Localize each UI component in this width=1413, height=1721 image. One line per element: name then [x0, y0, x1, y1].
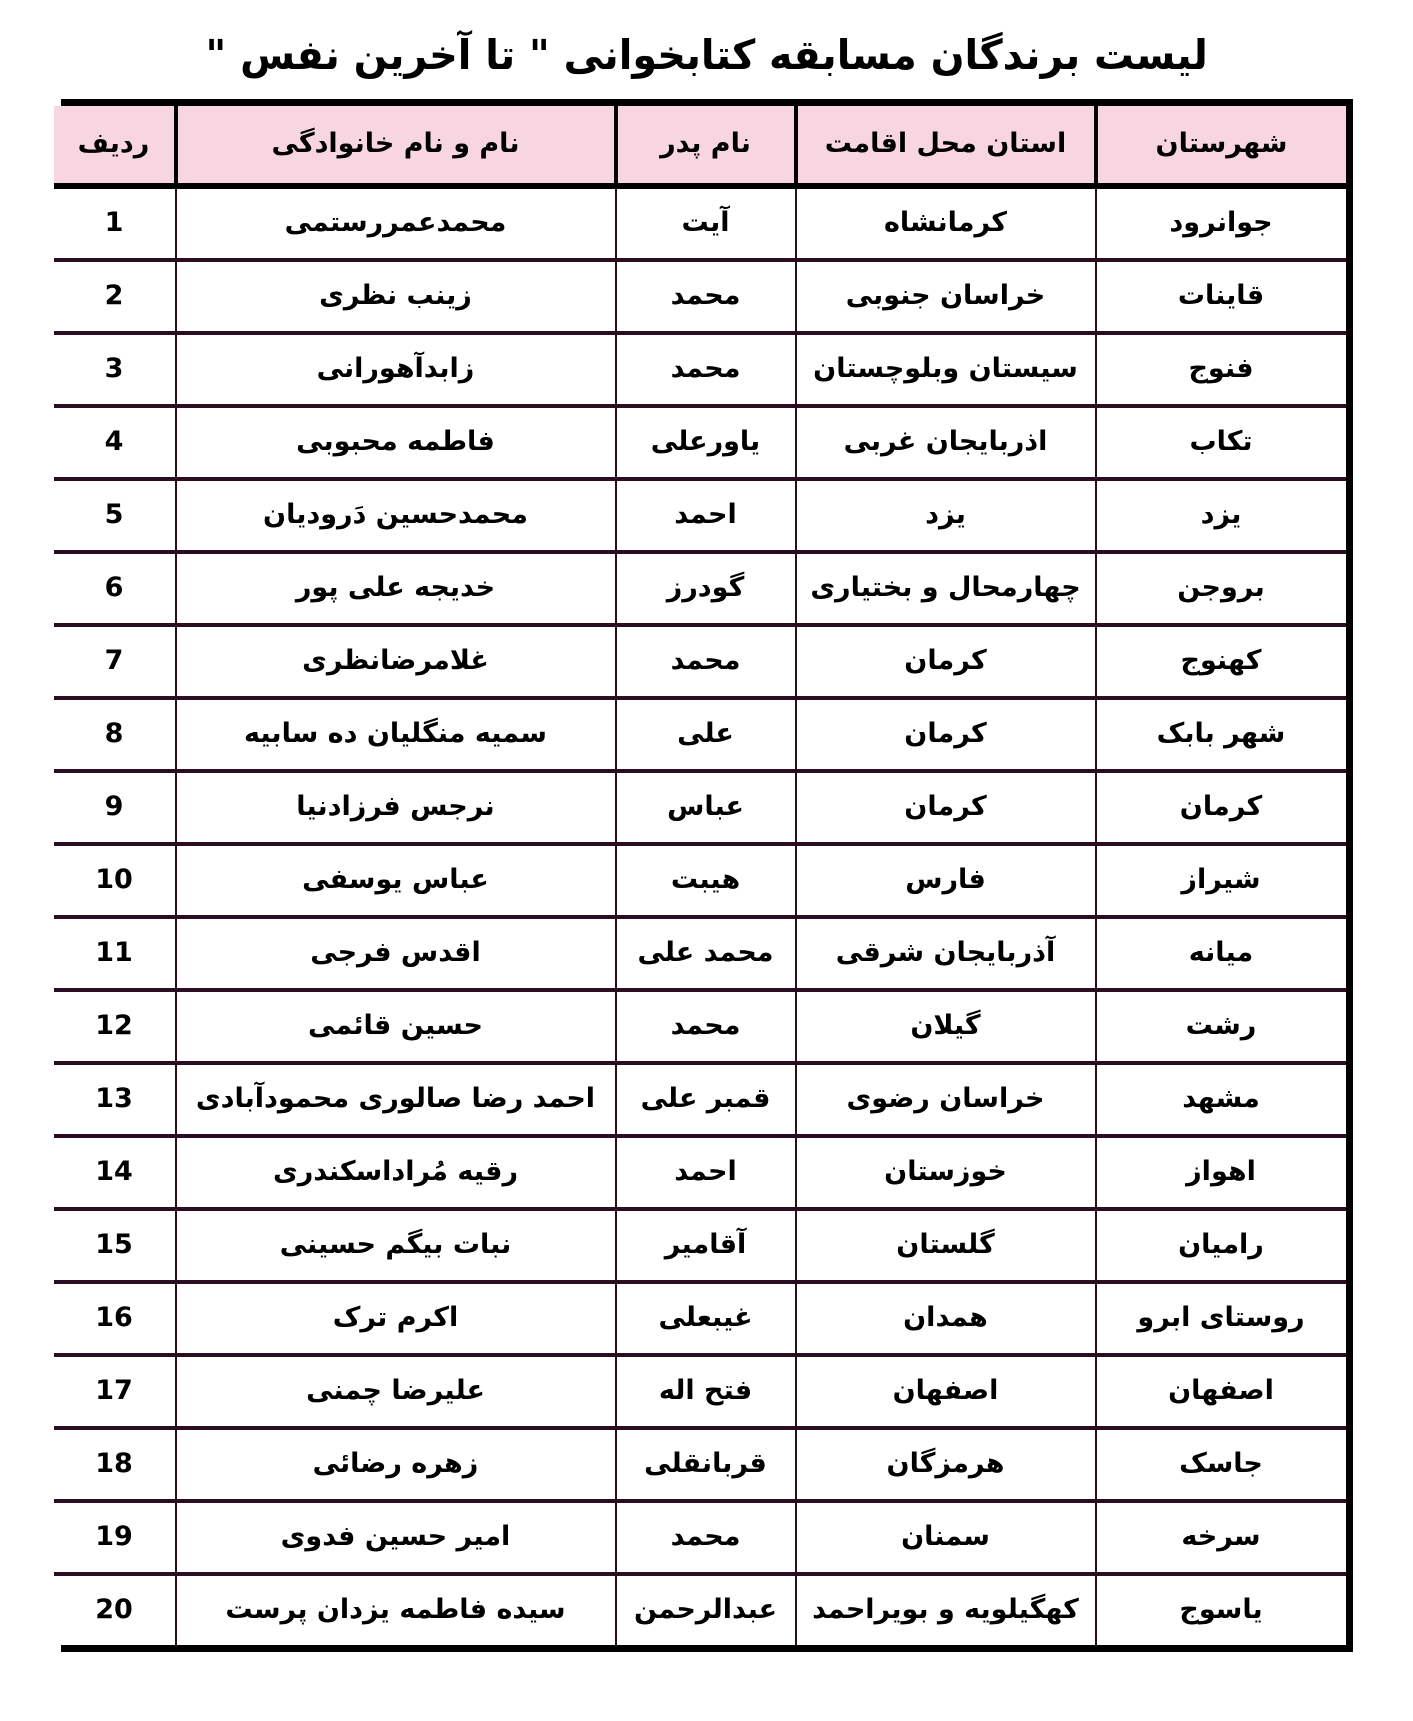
cell-father: گودرز [616, 552, 796, 625]
cell-father: احمد [616, 1136, 796, 1209]
cell-index: 15 [54, 1209, 176, 1282]
cell-city: فنوج [1096, 333, 1346, 406]
cell-name: غلامرضانظری [176, 625, 616, 698]
table-row [54, 844, 1346, 917]
cell-city: میانه [1096, 917, 1346, 990]
table-row [54, 186, 1346, 260]
cell-father: محمد علی [616, 917, 796, 990]
cell-province: یزد [796, 479, 1096, 552]
column-header-city: شهرستان [1096, 106, 1346, 186]
cell-index: 19 [54, 1501, 176, 1574]
table-row [54, 1501, 1346, 1574]
cell-city: سرخه [1096, 1501, 1346, 1574]
cell-index: 12 [54, 990, 176, 1063]
cell-name: زهره رضائی [176, 1428, 616, 1501]
table-row [54, 990, 1346, 1063]
cell-province: کرمان [796, 698, 1096, 771]
cell-city: کرمان [1096, 771, 1346, 844]
table-row [54, 1136, 1346, 1209]
cell-father: محمد [616, 1501, 796, 1574]
cell-province: خراسان رضوی [796, 1063, 1096, 1136]
cell-city: مشهد [1096, 1063, 1346, 1136]
cell-father: آقامیر [616, 1209, 796, 1282]
cell-province: گیلان [796, 990, 1096, 1063]
cell-province: آذربایجان شرقی [796, 917, 1096, 990]
table-row [54, 406, 1346, 479]
cell-father: هیبت [616, 844, 796, 917]
table-row [54, 917, 1346, 990]
table-header [54, 106, 1346, 186]
table-row [54, 698, 1346, 771]
cell-province: گلستان [796, 1209, 1096, 1282]
cell-index: 18 [54, 1428, 176, 1501]
cell-index: 8 [54, 698, 176, 771]
cell-index: 17 [54, 1355, 176, 1428]
winners-table-container [61, 99, 1353, 1652]
cell-name: محمدحسین دَرودیان [176, 479, 616, 552]
cell-father: عبدالرحمن [616, 1574, 796, 1645]
cell-city: اهواز [1096, 1136, 1346, 1209]
cell-father: محمد [616, 625, 796, 698]
cell-index: 13 [54, 1063, 176, 1136]
table-row [54, 552, 1346, 625]
cell-city: یزد [1096, 479, 1346, 552]
cell-province: اصفهان [796, 1355, 1096, 1428]
cell-father: یاورعلی [616, 406, 796, 479]
cell-city: بروجن [1096, 552, 1346, 625]
table-row [54, 260, 1346, 333]
cell-name: فاطمه محبوبی [176, 406, 616, 479]
table-row [54, 1282, 1346, 1355]
page-title: لیست برندگان مسابقه کتابخوانی " تا آخرین نفس " [205, 31, 1208, 79]
cell-index: 16 [54, 1282, 176, 1355]
cell-name: عباس یوسفی [176, 844, 616, 917]
table-row [54, 333, 1346, 406]
cell-province: همدان [796, 1282, 1096, 1355]
cell-index: 20 [54, 1574, 176, 1645]
cell-index: 14 [54, 1136, 176, 1209]
cell-province: کرمان [796, 771, 1096, 844]
cell-index: 9 [54, 771, 176, 844]
cell-city: جوانرود [1096, 186, 1346, 260]
table-row [54, 625, 1346, 698]
cell-father: فتح اله [616, 1355, 796, 1428]
cell-name: محمدعمررستمی [176, 186, 616, 260]
table-row [54, 771, 1346, 844]
cell-name: خدیجه علی پور [176, 552, 616, 625]
cell-name: رقیه مُراداسکندری [176, 1136, 616, 1209]
cell-name: سمیه منگلیان ده سابیه [176, 698, 616, 771]
cell-index: 6 [54, 552, 176, 625]
column-header-index: ردیف [54, 106, 176, 186]
cell-father: محمد [616, 990, 796, 1063]
table-row [54, 1574, 1346, 1645]
cell-name: سیده فاطمه یزدان پرست [176, 1574, 616, 1645]
cell-city: شیراز [1096, 844, 1346, 917]
cell-name: علیرضا چمنی [176, 1355, 616, 1428]
cell-province: چهارمحال و بختیاری [796, 552, 1096, 625]
cell-province: خوزستان [796, 1136, 1096, 1209]
cell-name: حسین قائمی [176, 990, 616, 1063]
cell-city: تکاب [1096, 406, 1346, 479]
cell-city: رشت [1096, 990, 1346, 1063]
cell-index: 1 [54, 186, 176, 260]
cell-name: زابدآهورانی [176, 333, 616, 406]
cell-father: احمد [616, 479, 796, 552]
cell-name: احمد رضا صالوری محمودآبادی [176, 1063, 616, 1136]
cell-father: غیبعلی [616, 1282, 796, 1355]
table-row [54, 1209, 1346, 1282]
cell-name: نبات بیگم حسینی [176, 1209, 616, 1282]
cell-father: علی [616, 698, 796, 771]
column-header-father: نام پدر [616, 106, 796, 186]
cell-father: آیت [616, 186, 796, 260]
table-row [54, 479, 1346, 552]
cell-father: قمبر علی [616, 1063, 796, 1136]
cell-father: عباس [616, 771, 796, 844]
cell-city: روستای ابرو [1096, 1282, 1346, 1355]
cell-index: 7 [54, 625, 176, 698]
cell-province: سمنان [796, 1501, 1096, 1574]
cell-name: اقدس فرجی [176, 917, 616, 990]
column-header-name: نام و نام خانوادگی [176, 106, 616, 186]
cell-city: شهر بابک [1096, 698, 1346, 771]
cell-city: رامیان [1096, 1209, 1346, 1282]
cell-name: اکرم ترک [176, 1282, 616, 1355]
cell-index: 3 [54, 333, 176, 406]
title-container [0, 0, 1413, 99]
cell-city: یاسوج [1096, 1574, 1346, 1645]
cell-index: 11 [54, 917, 176, 990]
winners-table [54, 106, 1346, 1645]
cell-index: 4 [54, 406, 176, 479]
cell-city: اصفهان [1096, 1355, 1346, 1428]
table-row [54, 1063, 1346, 1136]
cell-province: خراسان جنوبی [796, 260, 1096, 333]
cell-father: محمد [616, 333, 796, 406]
column-header-province: استان محل اقامت [796, 106, 1096, 186]
table-body [54, 186, 1346, 1645]
cell-father: محمد [616, 260, 796, 333]
cell-province: کرمان [796, 625, 1096, 698]
cell-name: زینب نظری [176, 260, 616, 333]
cell-province: هرمزگان [796, 1428, 1096, 1501]
cell-index: 5 [54, 479, 176, 552]
cell-province: کرمانشاه [796, 186, 1096, 260]
cell-name: امیر حسین فدوی [176, 1501, 616, 1574]
cell-index: 10 [54, 844, 176, 917]
cell-city: جاسک [1096, 1428, 1346, 1501]
cell-province: سیستان وبلوچستان [796, 333, 1096, 406]
cell-name: نرجس فرزادنیا [176, 771, 616, 844]
cell-province: کهگیلویه و بویراحمد [796, 1574, 1096, 1645]
table-row [54, 1355, 1346, 1428]
table-header-row [54, 106, 1346, 186]
cell-province: اذربایجان غربی [796, 406, 1096, 479]
cell-city: کهنوج [1096, 625, 1346, 698]
cell-index: 2 [54, 260, 176, 333]
table-row [54, 1428, 1346, 1501]
cell-city: قاینات [1096, 260, 1346, 333]
cell-province: فارس [796, 844, 1096, 917]
cell-father: قربانقلی [616, 1428, 796, 1501]
